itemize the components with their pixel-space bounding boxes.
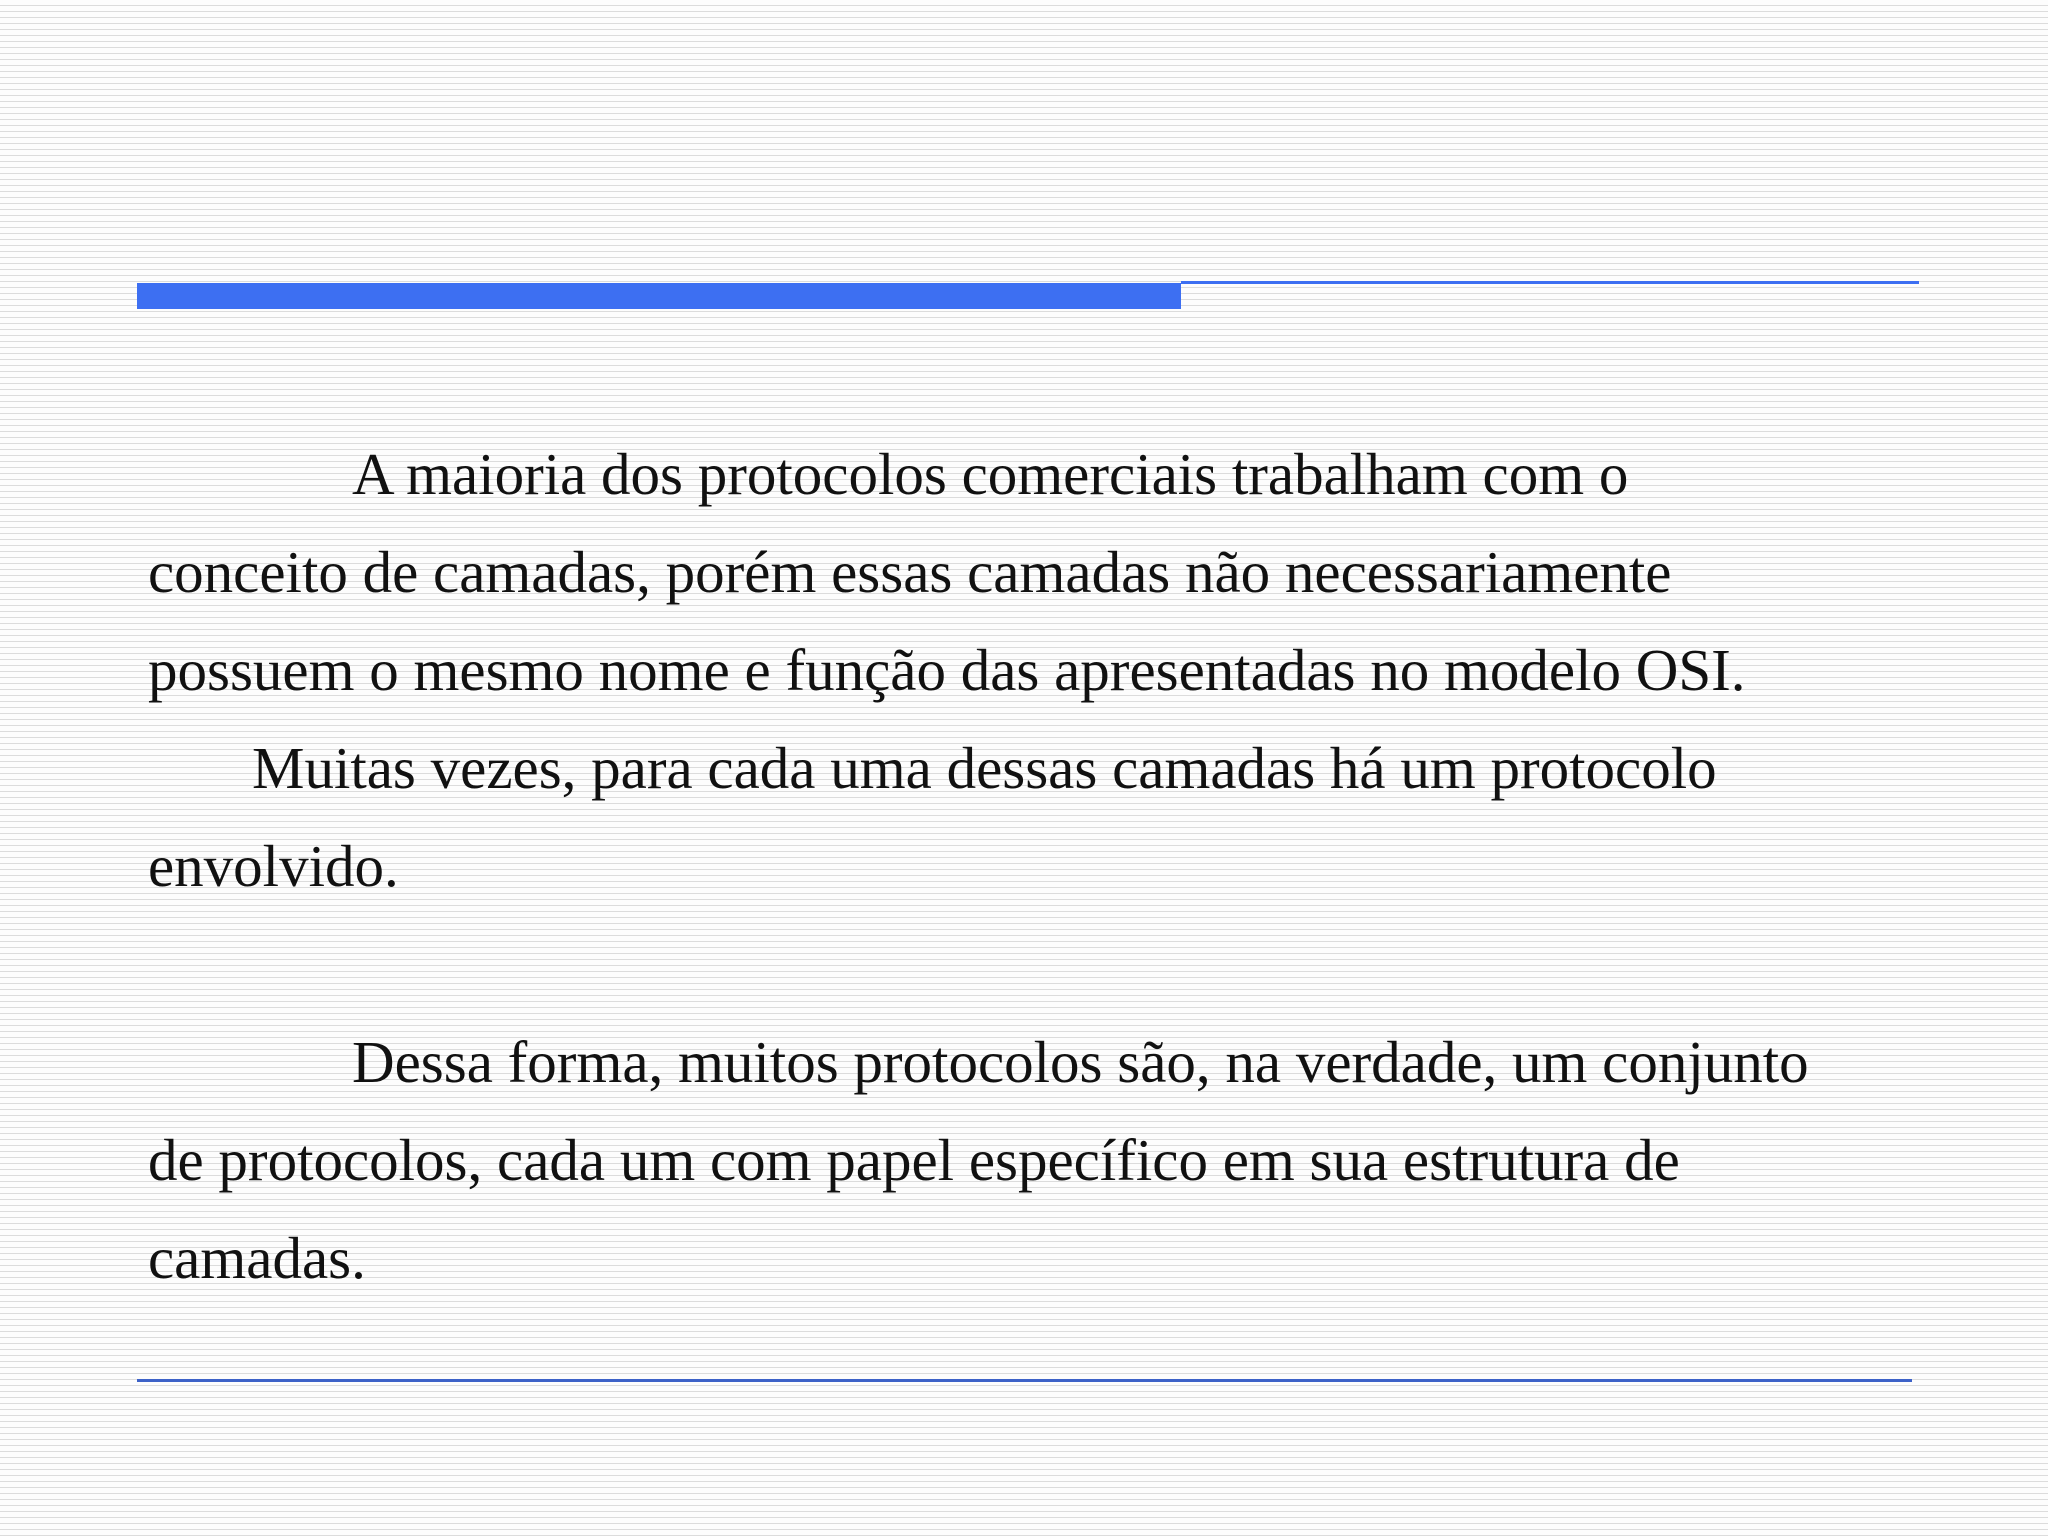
bottom-rule [137, 1379, 1912, 1382]
paragraph-spacer [148, 915, 1928, 1013]
paragraph-1 [148, 425, 1928, 719]
paragraph-3-line-1: Dessa forma, muitos protocolos são, na verdade, um conjunto [352, 1029, 1809, 1095]
top-accent-rule [1181, 281, 1919, 284]
paragraph-3-line-2: de protocolos, cada um com papel específico em sua estrutura de [148, 1127, 1680, 1193]
paragraph-1-line-3: possuem o mesmo nome e função das apresentadas no modelo OSI. [148, 637, 1746, 703]
paragraph-2-line-2: envolvido. [148, 833, 399, 899]
paragraph-2 [148, 719, 1928, 915]
paragraph-3 [148, 1013, 1928, 1307]
paragraph-3-line-3: camadas. [148, 1225, 366, 1291]
slide-body-text [148, 425, 1928, 1307]
paragraph-1-line-2: conceito de camadas, porém essas camadas não necessariamente [148, 539, 1672, 605]
paragraph-1-line-1: A maioria dos protocolos comerciais trabalham com o [352, 441, 1629, 507]
top-accent-bar [137, 283, 1181, 309]
paragraph-2-line-1: Muitas vezes, para cada uma dessas camadas há um protocolo [252, 735, 1717, 801]
